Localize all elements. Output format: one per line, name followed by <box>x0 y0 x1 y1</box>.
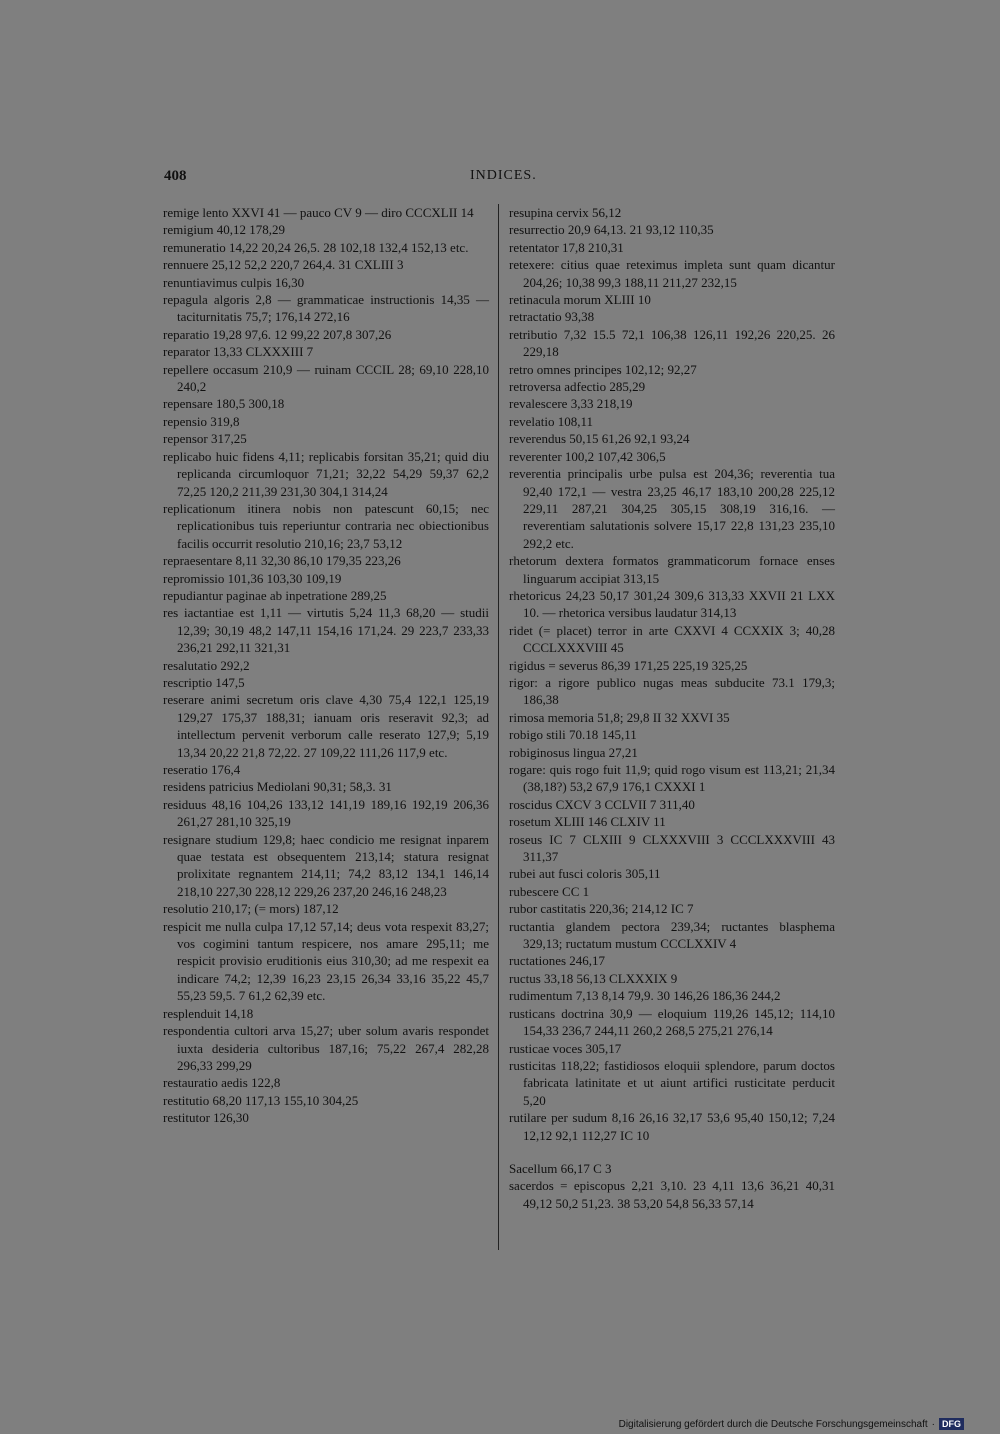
index-entry: ructantia glandem pectora 239,34; ructantes blasphema 329,13; ructatum mustum CCCLXXIV 4 <box>509 918 835 952</box>
index-entry: retentator 17,8 210,31 <box>509 239 624 255</box>
index-entry: retributio 7,32 15.5 72,1 106,38 126,11 192,26 220,25. 26 229,18 <box>509 326 835 360</box>
index-entry: ridet (= placet) terror in arte CXXVI 4 CCXXIX 3; 40,28 CCCLXXXVIII 45 <box>509 622 835 656</box>
index-entry: resurrectio 20,9 64,13. 21 93,12 110,35 <box>509 222 714 238</box>
index-entry: revelatio 108,11 <box>509 413 593 429</box>
index-entry: reverenter 100,2 107,42 306,5 <box>509 448 666 464</box>
index-entry: repensor 317,25 <box>163 431 247 447</box>
index-entry: rubei aut fusci coloris 305,11 <box>509 866 661 882</box>
index-entry: reparatio 19,28 97,6. 12 99,22 207,8 307,26 <box>163 326 392 342</box>
index-entry: repensare 180,5 300,18 <box>163 396 285 412</box>
section-gap <box>509 1144 835 1160</box>
index-entry: restitutor 126,30 <box>163 1110 249 1126</box>
index-entry: Sacellum 66,17 C 3 <box>509 1160 612 1176</box>
index-entry: robiginosus lingua 27,21 <box>509 744 638 760</box>
index-entry: rusticae voces 305,17 <box>509 1040 622 1056</box>
index-entry: retroversa adfectio 285,29 <box>509 379 646 395</box>
dfg-logo: DFG <box>939 1418 964 1430</box>
index-entry: residuus 48,16 104,26 133,12 141,19 189,16 192,19 206,36 261,27 281,10 325,19 <box>163 796 489 830</box>
index-entry: rogare: quis rogo fuit 11,9; quid rogo visum est 113,21; 21,34 (38,18?) 53,2 67,9 176,1 CXXXI 1 <box>509 762 835 795</box>
index-entry: resolutio 210,17; (= mors) 187,12 <box>163 901 339 917</box>
index-entry: ructus 33,18 56,13 CLXXXIX 9 <box>509 970 678 986</box>
index-entry: repudiantur paginae ab inpetratione 289,25 <box>163 587 387 603</box>
index-entry: restitutio 68,20 117,13 155,10 304,25 <box>163 1092 359 1108</box>
index-entry: reserare animi secretum oris clave 4,30 75,4 122,1 125,19 129,27 175,37 188,31; ianuam oris reseravit 92,3; ad intellectum pervenit verborum calle reserato 127,9; 5,19 13,34 20,22 21,8 72,22. 27 109,22 111,26 117,9 etc. <box>163 692 489 760</box>
index-entry: sacerdos = episcopus 2,21 3,10. 23 4,11 13,6 36,21 40,31 49,12 50,2 51,23. 38 53,20 54,8 56,33 57,14 <box>509 1178 835 1211</box>
index-column-left <box>163 204 489 1127</box>
index-entry: rudimentum 7,13 8,14 79,9. 30 146,26 186,36 244,2 <box>509 988 781 1004</box>
index-entry: rescriptio 147,5 <box>163 674 245 690</box>
index-entry: res iactantiae est 1,11 — virtutis 5,24 11,3 68,20 — studii 12,39; 30,19 48,2 147,11 154,16 171,24. 29 223,7 233,33 236,21 292,11 321,31 <box>163 605 489 656</box>
page-number: 408 <box>164 168 187 184</box>
index-entry: replicabo huic fidens 4,11; replicabis forsitan 35,21; quid diu replicanda circumloquor 71,21; 32,22 54,29 59,37 62,2 72,25 120,2 211,39 231,30 304,1 314,24 <box>163 448 489 499</box>
index-entry: rubescere CC 1 <box>509 883 590 899</box>
index-entry: rimosa memoria 51,8; 29,8 II 32 XXVI 35 <box>509 709 730 725</box>
index-entry: repensio 319,8 <box>163 413 240 429</box>
index-entry: rennuere 25,12 52,2 220,7 264,4. 31 CXLIII 3 <box>163 257 404 273</box>
index-entry: reparator 13,33 CLXXXIII 7 <box>163 344 314 360</box>
footer-credit: Digitalisierung gefördert durch die Deutsche Forschungsgemeinschaft · DFG <box>619 1418 964 1430</box>
index-entry: resupina cervix 56,12 <box>509 205 622 220</box>
index-entry: repagula algoris 2,8 — grammaticae instructionis 14,35 — taciturnitatis 75,7; 176,14 272,16 <box>163 292 489 325</box>
index-entry: reverentia principalis urbe pulsa est 204,36; reverentia tua 92,40 172,1 — vestra 23,25 46,17 183,10 200,28 225,12 229,11 287,21 304,25 305,15 308,19 316,16. — reverentiam salutationis solvere 15,17 22,8 131,23 235,10 292,2 etc. <box>509 466 835 551</box>
index-entry: reseratio 176,4 <box>163 762 241 777</box>
index-entry: resalutatio 292,2 <box>163 657 250 673</box>
index-entry: roseus IC 7 CLXIII 9 CLXXXVIII 3 CCCLXXXVIII 43 311,37 <box>509 831 835 865</box>
index-entry: remuneratio 14,22 20,24 26,5. 28 102,18 132,4 152,13 etc. <box>163 239 469 255</box>
index-entry: resignare studium 129,8; haec condicio me resignat inparem quae testata est obsequentem 213,14; statura resignat prolixitate regnantem 214,11; 74,2 83,12 134,1 146,14 218,10 227,30 228,12 229,26 237,20 246,16 248,23 <box>163 831 489 899</box>
index-entry: retinacula morum XLIII 10 <box>509 292 651 308</box>
index-entry: rutilare per sudum 8,16 26,16 32,17 53,6 95,40 150,12; 7,24 12,12 92,1 112,27 IC 10 <box>509 1110 835 1143</box>
index-entry: renuntiavimus culpis 16,30 <box>163 274 305 290</box>
index-entry: retro omnes principes 102,12; 92,27 <box>509 361 697 377</box>
index-entry: repraesentare 8,11 32,30 86,10 179,35 223,26 <box>163 553 401 569</box>
index-entry: rhetoricus 24,23 50,17 301,24 309,6 313,33 XXVII 21 LXX 10. — rhetorica versibus laudatur 314,13 <box>509 587 835 621</box>
index-entry: rigidus = severus 86,39 171,25 225,19 325,25 <box>509 657 748 673</box>
footer-text: Digitalisierung gefördert durch die Deutsche Forschungsgemeinschaft <box>618 1418 928 1430</box>
index-entry: remige lento XXVI 41 — pauco CV 9 — diro CCCXLII 14 <box>163 205 474 220</box>
column-divider <box>498 204 499 1250</box>
index-entry: rhetorum dextera formatos grammaticorum fornace enses linguarum accipiat 313,15 <box>509 553 835 586</box>
index-entry: remigium 40,12 178,29 <box>163 222 286 238</box>
index-entry: replicationum itinera nobis non patescunt 60,15; nec replicationibus tuis reperiuntur contraria nec obiectionibus facilis occurrit resolutio 210,16; 23,7 53,12 <box>163 500 489 551</box>
running-head: INDICES. <box>470 168 537 183</box>
index-entry: reverendus 50,15 61,26 92,1 93,24 <box>509 431 690 447</box>
index-entry: repellere occasum 210,9 — ruinam CCCIL 28; 69,10 228,10 240,2 <box>163 361 489 395</box>
index-entry: retractatio 93,38 <box>509 309 595 325</box>
index-entry: rusticitas 118,22; fastidiosos eloquii splendore, parum doctos fabricata latinitate et ut aiunt artifici rusticitate perducit 5,20 <box>509 1057 835 1108</box>
index-entry: roscidus CXCV 3 CCLVII 7 311,40 <box>509 796 695 812</box>
index-entry: restauratio aedis 122,8 <box>163 1075 281 1091</box>
index-entry: residens patricius Mediolani 90,31; 58,3. 31 <box>163 779 392 795</box>
index-entry: rigor: a rigore publico nugas meas subducite 73.1 179,3; 186,38 <box>509 674 835 708</box>
index-entry: respondentia cultori arva 15,27; uber solum avaris respondet iuxta desideria cultoribus 187,16; 75,22 267,4 282,28 296,33 299,29 <box>163 1023 489 1073</box>
index-entry: rubor castitatis 220,36; 214,12 IC 7 <box>509 901 694 917</box>
index-entry: resplenduit 14,18 <box>163 1005 254 1021</box>
index-entry: respicit me nulla culpa 17,12 57,14; deus vota respexit 83,27; vos cogimini tantum respicere, nos amare 295,11; me respicit provisio eruditionis eius 310,30; ad me respexit ea indicare 74,2; 12,39 16,23 23,15 26,34 33,16 35,22 45,7 55,23 59,5. 7 61,2 62,39 etc. <box>163 918 489 1004</box>
index-entry: repromissio 101,36 103,30 109,19 <box>163 570 342 586</box>
index-entry: rusticans doctrina 30,9 — eloquium 119,26 145,12; 114,10 154,33 236,7 244,11 260,2 268,5 275,21 276,14 <box>509 1005 835 1039</box>
index-entry: ructationes 246,17 <box>509 953 606 969</box>
index-column-right <box>509 204 835 1212</box>
index-entry: rosetum XLIII 146 CLXIV 11 <box>509 814 666 830</box>
index-entry: revalescere 3,33 218,19 <box>509 396 633 412</box>
index-entry: robigo stili 70.18 145,11 <box>509 727 637 743</box>
index-entry: retexere: citius quae reteximus impleta sunt quam dicantur 204,26; 10,38 99,3 188,11 211,27 232,15 <box>509 257 835 290</box>
